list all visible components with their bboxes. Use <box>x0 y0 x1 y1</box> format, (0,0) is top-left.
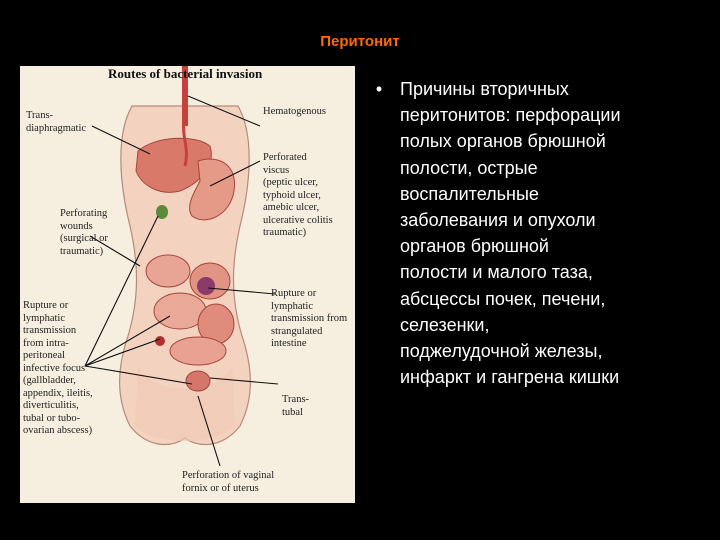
label-rupture-left: Rupture or lymphatic transmission from intra- peritoneal infective focus (gallbladder, appendix, ileitis, diverticulitis, tubal or tubo- ovarian abscess) <box>23 300 93 436</box>
bullet-marker: • <box>375 79 383 99</box>
label-perforating-wounds: Perforating wounds (surgical or traumatic) <box>60 208 108 257</box>
bullet-text: Причины вторичных перитонитов: перфорации полых органов брюшной полости, острые воспалительные заболевания и опухоли органов брюшной полости и малого таза, абсцессы почек, печени, селезенки, поджелудочной железы, инфаркт и гангрена кишки <box>400 79 621 388</box>
anatomy-illustration <box>20 66 355 503</box>
uterus <box>186 371 210 391</box>
label-transtubal: Trans- tubal <box>282 394 310 418</box>
label-transdiaphragmatic: Trans- diaphragmatic <box>26 110 87 134</box>
slide-title: Перитонит <box>320 33 400 50</box>
strangulated-loop <box>197 277 215 295</box>
figure-title: Routes of bacterial invasion <box>108 66 263 81</box>
label-perforated-viscus: Perforated viscus (peptic ulcer, typhoid ulcer, amebic ulcer, ulcerative colitis traumatic) <box>263 152 333 238</box>
label-perforation-vaginal: Perforation of vaginal fornix or of uterus <box>182 470 275 494</box>
label-hematogenous: Hematogenous <box>263 106 326 117</box>
label-rupture-right: Rupture or lymphatic transmission from strangulated intestine <box>271 288 348 349</box>
appendix <box>155 336 165 346</box>
